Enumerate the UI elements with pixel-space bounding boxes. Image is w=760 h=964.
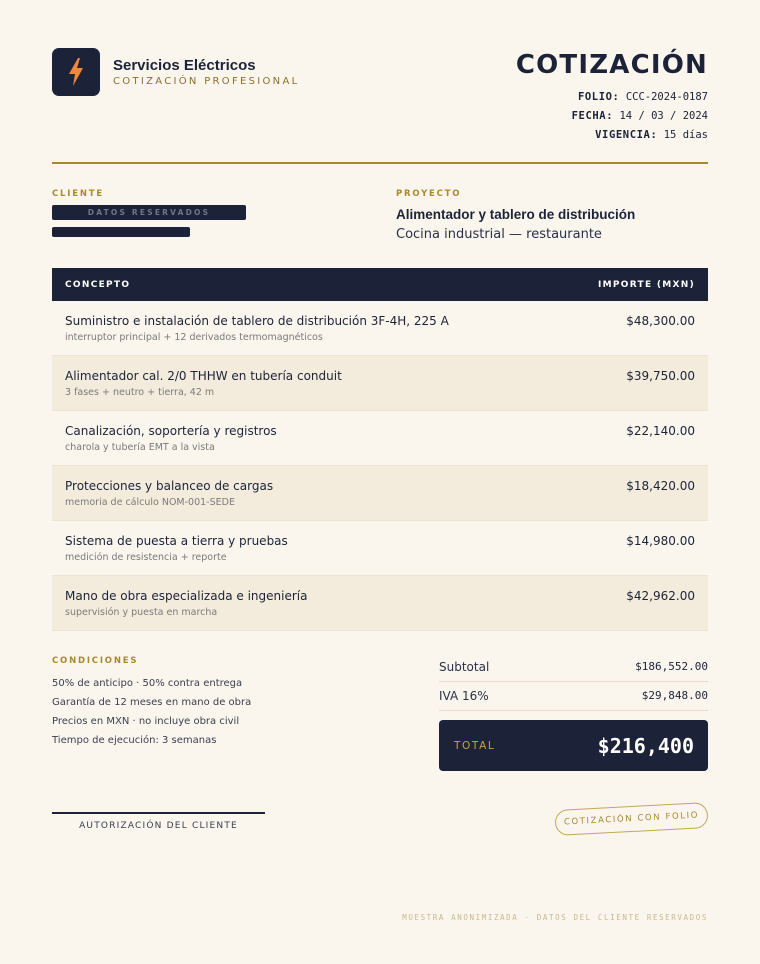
footnote: MUESTRA ANONIMIZADA · DATOS DEL CLIENTE RESERVADOS <box>402 913 708 922</box>
item-detail: interruptor principal + 12 derivados termomagnéticos <box>65 332 323 343</box>
client-redacted-bar-secondary <box>52 227 190 237</box>
brand-logo <box>52 48 100 96</box>
subtotal-value: $186,552.00 <box>635 660 708 673</box>
item-amount: $18,420.00 <box>626 479 695 493</box>
condition-item: 50% de anticipo · 50% contra entrega <box>52 678 243 689</box>
item-title: Sistema de puesta a tierra y pruebas <box>65 534 288 548</box>
table-row <box>52 521 708 576</box>
item-detail: charola y tubería EMT a la vista <box>65 442 215 453</box>
folio-stamp: COTIZACIÓN CON FOLIO <box>554 802 708 836</box>
item-title: Alimentador cal. 2/0 THHW en tubería conduit <box>65 369 342 383</box>
project-title: Alimentador y tablero de distribución <box>396 207 636 222</box>
iva-label: IVA 16% <box>439 688 489 703</box>
item-detail: medición de resistencia + reporte <box>65 552 227 563</box>
project-label: PROYECTO <box>396 189 462 199</box>
brand-tagline: COTIZACIÓN PROFESIONAL <box>113 76 300 87</box>
item-amount: $48,300.00 <box>626 314 695 328</box>
brand-name: Servicios Eléctricos <box>113 57 256 74</box>
item-amount: $42,962.00 <box>626 589 695 603</box>
folio-value: CCC-2024-0187 <box>625 91 708 103</box>
document-title: COTIZACIÓN <box>515 50 708 80</box>
item-title: Canalización, soportería y registros <box>65 424 277 438</box>
condition-item: Tiempo de ejecución: 3 semanas <box>52 735 217 746</box>
total-box <box>439 720 708 771</box>
table-row <box>52 576 708 631</box>
subtotal-row <box>439 652 708 682</box>
fecha-value: 14 / 03 / 2024 <box>619 110 708 122</box>
table-row <box>52 466 708 521</box>
vigencia-value: 15 días <box>663 129 708 141</box>
lightning-bolt-icon <box>66 57 86 87</box>
table-row <box>52 411 708 466</box>
folio-label: FOLIO: <box>577 91 620 103</box>
project-subtitle: Cocina industrial — restaurante <box>396 227 602 242</box>
column-header-amount: IMPORTE (MXN) <box>597 279 695 290</box>
client-label: CLIENTE <box>52 189 104 199</box>
subtotal-label: Subtotal <box>439 659 490 674</box>
item-title: Protecciones y balanceo de cargas <box>65 479 274 493</box>
item-amount: $39,750.00 <box>626 369 695 383</box>
vigencia-line <box>595 129 708 141</box>
item-detail: 3 fases + neutro + tierra, 42 m <box>65 387 215 398</box>
column-header-concept: CONCEPTO <box>65 279 131 290</box>
table-row <box>52 356 708 411</box>
condition-item: Precios en MXN · no incluye obra civil <box>52 716 240 727</box>
fecha-line <box>572 110 708 122</box>
signature-line <box>52 812 265 814</box>
table-row <box>52 301 708 356</box>
table-header <box>52 268 708 301</box>
client-redacted-bar <box>52 205 246 220</box>
total-value: $216,400 <box>597 733 694 758</box>
item-amount: $14,980.00 <box>626 534 695 548</box>
item-title: Suministro e instalación de tablero de distribución 3F-4H, 225 A <box>65 314 449 328</box>
condition-item: Garantía de 12 meses en mano de obra <box>52 697 252 708</box>
iva-value: $29,848.00 <box>641 689 708 702</box>
vigencia-label: VIGENCIA: <box>595 129 658 141</box>
iva-row <box>439 681 708 711</box>
folio-line <box>578 91 708 103</box>
item-title: Mano de obra especializada e ingeniería <box>65 589 308 603</box>
header-divider <box>52 162 708 164</box>
item-detail: supervisión y puesta en marcha <box>65 607 218 618</box>
signature-label: AUTORIZACIÓN DEL CLIENTE <box>79 821 238 831</box>
conditions-label: CONDICIONES <box>52 656 139 666</box>
line-items-table <box>52 268 708 631</box>
fecha-label: FECHA: <box>571 110 614 122</box>
client-redacted-text: DATOS RESERVADOS <box>87 208 211 217</box>
conditions-list <box>52 678 251 754</box>
total-label: TOTAL <box>454 739 496 752</box>
item-detail: memoria de cálculo NOM-001-SEDE <box>65 497 235 508</box>
item-amount: $22,140.00 <box>626 424 695 438</box>
